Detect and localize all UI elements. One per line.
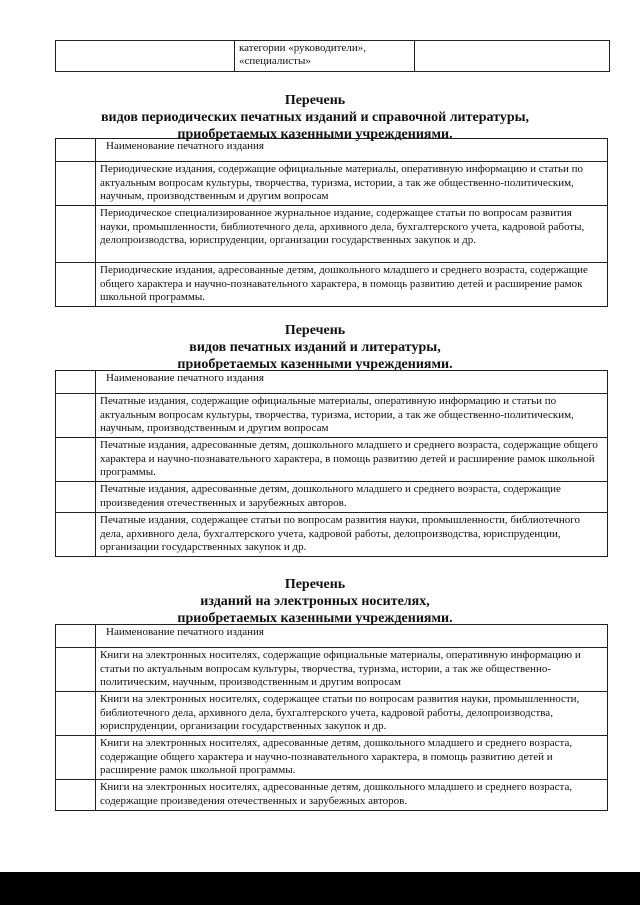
table-cell xyxy=(235,41,415,72)
table-row xyxy=(56,41,610,72)
table-row xyxy=(56,394,608,438)
number-cell xyxy=(56,648,96,692)
section-title: Перечень xyxy=(284,323,346,338)
table-row xyxy=(56,736,608,780)
table-row xyxy=(56,206,608,263)
table-row xyxy=(56,482,608,513)
table-row xyxy=(56,780,608,811)
table-row xyxy=(56,648,608,692)
section-subtitle: видов печатных изданий и литературы, xyxy=(189,340,441,355)
number-cell xyxy=(56,162,96,206)
row-text: Печатные издания, адресованные детям, дошкольного младшего и среднего возраста, содержащие общего характера и научно-познавательного характера, в помощь развитию детей и расширение рамок школьной программы. xyxy=(96,438,608,482)
section-subtitle: приобретаемых казенными учреждениями. xyxy=(177,357,453,372)
number-cell xyxy=(56,692,96,736)
section-subtitle: изданий на электронных носителях, xyxy=(200,594,430,609)
table-header-row xyxy=(56,371,608,394)
section-subtitle: приобретаемых казенными учреждениями. xyxy=(177,611,453,626)
number-cell xyxy=(56,263,96,307)
table-cell xyxy=(56,41,235,72)
table-cell xyxy=(415,41,610,72)
row-text: Периодическое специализированное журнальное издание, содержащее статьи по вопросам развития науки, промышленности, библиотечного дела, архивного дела, бухгалтерского учета, кадровой работы, делопроизводства, юриспруденции, организации государственных закупок и др. xyxy=(96,206,608,263)
table-row xyxy=(56,263,608,307)
scan-edge-bar xyxy=(0,872,640,905)
number-cell xyxy=(56,438,96,482)
column-header: Наименование печатного издания xyxy=(96,625,608,648)
table-header-row xyxy=(56,139,608,162)
section1-heading xyxy=(60,92,570,143)
number-cell xyxy=(56,482,96,513)
fragment-text-line: «специалисты» xyxy=(239,55,311,67)
number-cell xyxy=(56,139,96,162)
number-cell xyxy=(56,736,96,780)
row-text: Книги на электронных носителях, адресованные детям, дошкольного младшего и среднего возраста, содержащие общего характера и научно-познавательного характера, в помощь развитию детей и расширение рамок школьной программы. xyxy=(96,736,608,780)
number-cell xyxy=(56,513,96,557)
column-header: Наименование печатного издания xyxy=(96,139,608,162)
number-cell xyxy=(56,625,96,648)
row-text: Печатные издания, адресованные детям, дошкольного младшего и среднего возраста, содержащие произведения отечественных и зарубежных авторов. xyxy=(96,482,608,513)
section-subtitle: видов периодических печатных изданий и справочной литературы, xyxy=(100,110,530,125)
row-text: Книги на электронных носителях, содержащее статьи по вопросам развития науки, промышленности, библиотечного дела, архивного дела, бухгалтерского учета, кадровой работы, делопроизводства, юриспруденции, организации государственных закупок и др. xyxy=(96,692,608,736)
table-row xyxy=(56,162,608,206)
number-cell xyxy=(56,206,96,263)
section-title: Перечень xyxy=(284,93,346,108)
table-row xyxy=(56,513,608,557)
fragment-text-line: категории «руководители», xyxy=(239,42,366,54)
table-row xyxy=(56,692,608,736)
section-subtitle: приобретаемых казенными учреждениями. xyxy=(177,127,453,142)
row-text: Печатные издания, содержащее статьи по вопросам развития науки, промышленности, библиотечного дела, архивного дела, бухгалтерского учета, кадровой работы, делопроизводства, юриспруденции, организации государственных закупок и др. xyxy=(96,513,608,557)
row-text: Книги на электронных носителях, содержащие официальные материалы, оперативную информацию и статьи по актуальным вопросам культуры, творчества, туризма, истории, а так же общественно-политическим, научным, производственным и другим вопросам xyxy=(96,648,608,692)
row-text: Периодические издания, адресованные детям, дошкольного младшего и среднего возраста, содержащие общего характера и научно-познавательного характера, в помощь развитию детей и расширение рамок школьной программы. xyxy=(96,263,608,307)
table-header-row xyxy=(56,625,608,648)
number-cell xyxy=(56,394,96,438)
section3-heading xyxy=(60,576,570,627)
row-text: Печатные издания, содержащие официальные материалы, оперативную информацию и статьи по актуальным вопросам культуры, творчества, туризма, истории, а так же общественно-политическим, научным, производственным и другим вопросам xyxy=(96,394,608,438)
section2-heading xyxy=(60,322,570,373)
number-cell xyxy=(56,371,96,394)
table-row xyxy=(56,438,608,482)
section-title: Перечень xyxy=(284,577,346,592)
number-cell xyxy=(56,780,96,811)
section2-table xyxy=(55,370,608,557)
column-header: Наименование печатного издания xyxy=(96,371,608,394)
previous-table-fragment xyxy=(55,40,610,72)
section3-table xyxy=(55,624,608,811)
row-text: Периодические издания, содержащие официальные материалы, оперативную информацию и статьи по актуальным вопросам культуры, творчества, туризма, истории, а так же общественно-политическим, научным, производственным и другим вопросам xyxy=(96,162,608,206)
section1-table xyxy=(55,138,608,307)
row-text: Книги на электронных носителях, адресованные детям, дошкольного младшего и среднего возраста, содержащие произведения отечественных и зарубежных авторов. xyxy=(96,780,608,811)
